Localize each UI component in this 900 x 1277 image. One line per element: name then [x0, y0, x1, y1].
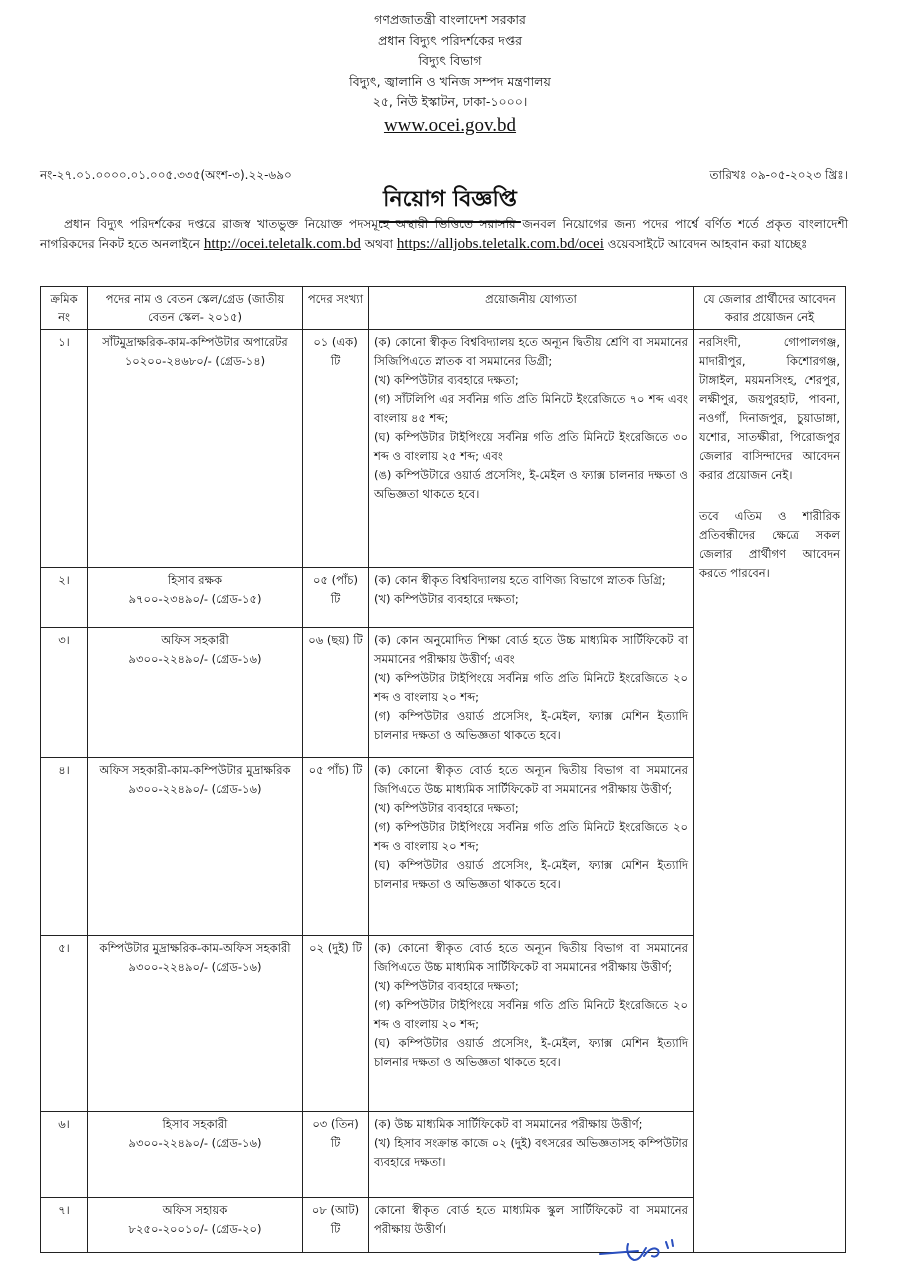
- memo-date: তারিখঃ ০৯-০৫-২০২৩ খ্রিঃ।: [709, 168, 848, 182]
- website-link[interactable]: www.ocei.gov.bd: [383, 114, 517, 136]
- row-qualification: [369, 330, 694, 568]
- row-serial: ৪।: [41, 758, 88, 936]
- row-count: ০৮ (আট) টি: [303, 1198, 369, 1253]
- row-serial: ২।: [41, 568, 88, 628]
- row-post: [88, 758, 303, 936]
- row-serial: ৭।: [41, 1198, 88, 1253]
- col-header-count: পদের সংখ্যা: [303, 287, 369, 330]
- row-qualification: [369, 568, 694, 628]
- qual-item: (গ) কম্পিউটার টাইপিংয়ে সর্বনিম্ন গতি প্রতি মিনিটে ইংরেজিতে ২০ শব্দ ও বাংলায় ২০ শব্দ;: [374, 998, 688, 1031]
- qual-item: (খ) কম্পিউটার ব্যবহারে দক্ষতা;: [374, 801, 519, 815]
- row-count: ০৫ পাঁচ) টি: [303, 758, 369, 936]
- col-header-serial: ক্রমিক নং: [41, 287, 88, 330]
- post-name: হিসাব রক্ষক: [167, 573, 222, 587]
- office-name: প্রধান বিদ্যুৎ পরিদর্শকের দপ্তর: [377, 32, 522, 48]
- post-name: কম্পিউটার মুদ্রাক্ষরিক-কাম-অফিস সহকারী: [99, 941, 291, 955]
- teletalk-link[interactable]: http://ocei.teletalk.com.bd: [203, 236, 361, 252]
- post-name: অফিস সহকারী: [161, 633, 229, 647]
- row-count: ০১ (এক) টি: [303, 330, 369, 568]
- govt-name: গণপ্রজাতন্ত্রী বাংলাদেশ সরকার: [374, 12, 526, 27]
- district-restriction: [694, 330, 846, 1253]
- qual-item: (ঙ) কম্পিউটারে ওয়ার্ড প্রসেসিং, ই-মেইল ও ফ্যাক্স চালনার দক্ষতা ও অভিজ্ঞতা থাকতে হবে।: [374, 468, 688, 501]
- qual-item: (গ) কম্পিউটার টাইপিংয়ে সর্বনিম্ন গতি প্রতি মিনিটে ইংরেজিতে ২০ শব্দ ও বাংলায় ২০ শব্দ;: [374, 820, 688, 853]
- row-serial: ৫।: [41, 936, 88, 1112]
- memo-number: নং-২৭.০১.০০০০.০১.০০৫.৩৩৫(অংশ-৩).২২-৬৯০: [40, 168, 292, 182]
- row-count: ০৫ (পাঁচ) টি: [303, 568, 369, 628]
- row-serial: ৬।: [41, 1112, 88, 1198]
- row-qualification: [369, 936, 694, 1112]
- row-post: [88, 330, 303, 568]
- pay-scale: ৯৩০০-২২৪৯০/- (গ্রেড-১৬): [128, 652, 262, 666]
- alljobs-link[interactable]: https://alljobs.teletalk.com.bd/ocei: [396, 236, 604, 252]
- row-post: [88, 936, 303, 1112]
- intro-text: প্রধান বিদ্যুৎ পরিদর্শকের দপ্তরে রাজস্ব খাতভুক্ত নিয়োক্ত পদসমূহে অস্থায়ী ভিত্তিতে সরাসরি জনবল নিয়োগের জন্য পদের পার্শ্বে বর্ণিত শর্তে প্রকৃত বাংলাদেশী নাগরিকদের নিকট হতে অনলাইনে: [40, 217, 848, 251]
- office-address: ২৫, নিউ ইস্কাটন, ঢাকা-১০০০।: [372, 94, 528, 109]
- qual-item: (ক) কোনো স্বীকৃত বোর্ড হতে অন্যূন দ্বিতীয় বিভাগ বা সমমানের জিপিএতে উচ্চ মাধ্যমিক সার্টিফিকেট বা সমমানের পরীক্ষায় উত্তীর্ণ;: [374, 941, 688, 974]
- row-post: [88, 1198, 303, 1253]
- district-exception: তবে এতিম ও শারীরিক প্রতিবন্ধীদের ক্ষেত্রে সকল জেলার প্রার্থীগণ আবেদন করতে পারবেন।: [699, 509, 840, 580]
- row-serial: ১।: [41, 330, 88, 568]
- pay-scale: ৯৩০০-২২৪৯০/- (গ্রেড-১৬): [128, 960, 262, 974]
- post-name: হিসাব সহকারী: [162, 1117, 228, 1131]
- qual-item: (খ) কম্পিউটার ব্যবহারে দক্ষতা;: [374, 592, 519, 606]
- intro-paragraph: [40, 214, 848, 254]
- qual-item: (গ) কম্পিউটার ওয়ার্ড প্রসেসিং, ই-মেইল, ফ্যাক্স মেশিন ইত্যাদি চালনার দক্ষতা ও অভিজ্ঞতা থাকতে হবে।: [374, 709, 688, 742]
- row-qualification: [369, 1112, 694, 1198]
- row-post: [88, 628, 303, 758]
- pay-scale: ১০২০০-২৪৬৮০/- (গ্রেড-১৪): [124, 354, 266, 368]
- intro-text-end: ওয়েবসাইটে আবেদন আহবান করা যাচ্ছেঃ: [607, 237, 808, 251]
- row-post: [88, 1112, 303, 1198]
- qual-item: (খ) কম্পিউটার টাইপিংয়ে সর্বনিম্ন গতি প্রতি মিনিটে ইংরেজিতে ২০ শব্দ ও বাংলায় ২০ শব্দ;: [374, 671, 688, 704]
- post-name: অফিস সহকারী-কাম-কম্পিউটার মুদ্রাক্ষরিক: [99, 763, 291, 777]
- row-count: ০৬ (ছয়) টি: [303, 628, 369, 758]
- intro-connector: অথবা: [364, 237, 394, 251]
- pay-scale: ৮২৫০-২০০১০/- (গ্রেড-২০): [128, 1222, 262, 1236]
- col-header-qualification: প্রয়োজনীয় যোগ্যতা: [369, 287, 694, 330]
- qual-item: (গ) সাঁটলিপি এর সর্বনিম্ন গতি প্রতি মিনিটে ইংরেজিতে ৭০ শব্দ এবং বাংলায় ৪৫ শব্দ;: [374, 392, 688, 425]
- qual-item: (ঘ) কম্পিউটার ওয়ার্ড প্রসেসিং, ই-মেইল, ফ্যাক্স মেশিন ইত্যাদি চালনার দক্ষতা ও অভিজ্ঞতা থাকতে হবে।: [374, 858, 688, 891]
- row-post: [88, 568, 303, 628]
- pay-scale: ৯৭০০-২৩৪৯০/- (গ্রেড-১৫): [128, 592, 262, 606]
- qual-item: (খ) কম্পিউটার ব্যবহারে দক্ষতা;: [374, 373, 519, 387]
- post-name: সাঁটমুদ্রাক্ষরিক-কাম-কম্পিউটার অপারেটর: [102, 335, 288, 349]
- qual-item: (ক) কোনো স্বীকৃত বিশ্ববিদ্যালয় হতে অন্যূন দ্বিতীয় শ্রেণি বা সমমানের সিজিপিএতে স্নাতক বা সমমানের ডিগ্রী;: [374, 335, 688, 368]
- qual-item: (ঘ) কম্পিউটার ওয়ার্ড প্রসেসিং, ই-মেইল, ফ্যাক্স মেশিন ইত্যাদি চালনার দক্ষতা ও অভিজ্ঞতা থাকতে হবে।: [374, 1036, 688, 1069]
- post-name: অফিস সহায়ক: [162, 1203, 228, 1217]
- qual-item: (ক) কোনো স্বীকৃত বোর্ড হতে অন্যূন দ্বিতীয় বিভাগ বা সমমানের জিপিএতে উচ্চ মাধ্যমিক সার্টিফিকেট বা সমমানের পরীক্ষায় উত্তীর্ণ;: [374, 763, 688, 796]
- qual-item: (ক) উচ্চ মাধ্যমিক সার্টিফিকেট বা সমমানের পরীক্ষায় উত্তীর্ণ;: [374, 1117, 643, 1131]
- vacancy-table: [40, 286, 846, 1253]
- ministry-name: বিদ্যুৎ, জ্বালানি ও খনিজ সম্পদ মন্ত্রণালয়: [349, 73, 551, 89]
- qual-item: (ক) কোন স্বীকৃত বিশ্ববিদ্যালয় হতে বাণিজ্য বিভাগে স্নাতক ডিগ্রি;: [374, 573, 666, 587]
- table-row: [41, 330, 846, 568]
- row-qualification: [369, 758, 694, 936]
- signature-stroke: [600, 1240, 673, 1260]
- row-serial: ৩।: [41, 628, 88, 758]
- qual-item: (ঘ) কম্পিউটার টাইপিংয়ে সর্বনিম্ন গতি প্রতি মিনিটে ইংরেজিতে ৩০ শব্দ ও বাংলায় ২৫ শব্দ; এবং: [374, 430, 688, 463]
- row-count: ০৩ (তিন) টি: [303, 1112, 369, 1198]
- qual-item: কোনো স্বীকৃত বোর্ড হতে মাধ্যমিক স্কুল সার্টিফিকেট বা সমমানের পরীক্ষায় উত্তীর্ণ।: [374, 1203, 688, 1236]
- pay-scale: ৯৩০০-২২৪৯০/- (গ্রেড-১৬): [128, 1136, 262, 1150]
- division-name: বিদ্যুৎ বিভাগ: [418, 53, 482, 68]
- district-list: নরসিংদী, গোপালগঞ্জ, মাদারীপুর, কিশোরগঞ্জ, টাঙ্গাইল, ময়মনসিংহ, শেরপুর, লক্ষীপুর, জয়পুরহাট, পাবনা, নওগাঁ, দিনাজপুর, চুয়াডাঙ্গা, যশোর, সাতক্ষীরা, পিরোজপুর জেলার বাসিন্দাদের আবেদন করার প্রয়োজন নেই।: [699, 335, 840, 482]
- office-header: [0, 10, 900, 139]
- qual-item: (খ) হিসাব সংক্রান্ত কাজে ০২ (দুই) বৎসরের অভিজ্ঞতাসহ কম্পিউটার ব্যবহারে দক্ষতা।: [374, 1136, 688, 1169]
- col-header-post: পদের নাম ও বেতন স্কেল/গ্রেড (জাতীয় বেতন স্কেল- ২০১৫): [88, 287, 303, 330]
- qual-item: (ক) কোন অনুমোদিত শিক্ষা বোর্ড হতে উচ্চ মাধ্যমিক সার্টিফিকেট বা সমমানের পরীক্ষায় উত্তীর্ণ; এবং: [374, 633, 688, 666]
- row-count: ০২ (দুই) টি: [303, 936, 369, 1112]
- table-header-row: [41, 287, 846, 330]
- signature: [598, 1236, 682, 1266]
- row-qualification: [369, 628, 694, 758]
- qual-item: (খ) কম্পিউটার ব্যবহারে দক্ষতা;: [374, 979, 519, 993]
- notice-title: নিয়োগ বিজ্ঞপ্তি: [379, 182, 521, 223]
- col-header-district: যে জেলার প্রার্থীদের আবেদন করার প্রয়োজন নেই: [694, 287, 846, 330]
- pay-scale: ৯৩০০-২২৪৯০/- (গ্রেড-১৬): [128, 782, 262, 796]
